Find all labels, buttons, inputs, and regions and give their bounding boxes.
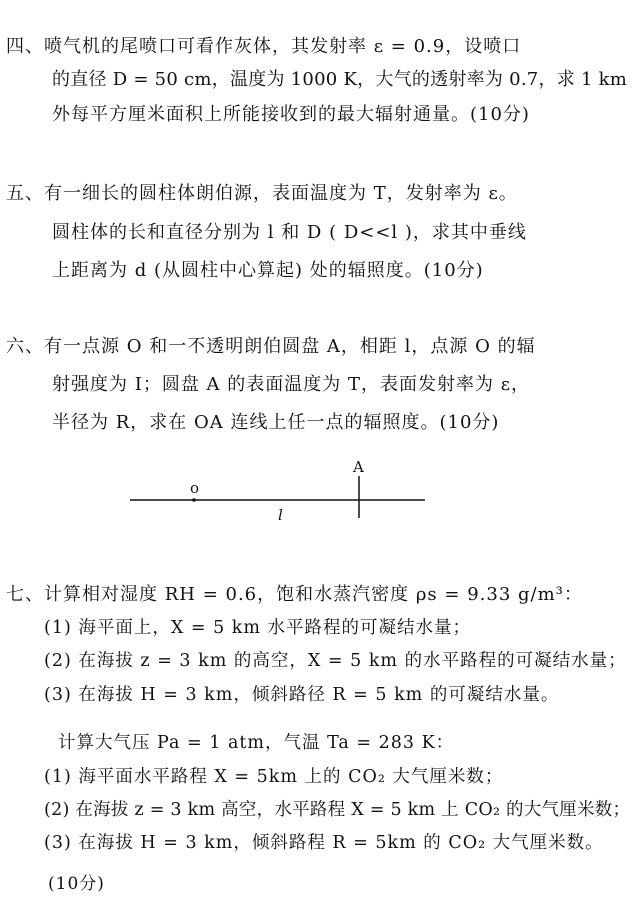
problem-4-line-3: 外每平方厘米面积上所能接收到的最大辐射通量。(10分) [52, 104, 530, 125]
problem-5-line-2: 圆柱体的长和直径分别为 l 和 D ( D<<l )，求其中垂线 [52, 222, 527, 243]
problem-7-part2-item-2: (2) 在海拔 z = 3 km 高空，水平路程 X = 5 km 上 CO₂ 的大气厘米数； [44, 800, 631, 820]
problem-4-line-2: 的直径 D = 50 cm，温度为 1000 K，大气的透射率为 0.7，求 1 km [52, 69, 628, 90]
problem-7-intro: 七、计算相对湿度 RH = 0.6，饱和水蒸汽密度 ρs = 9.33 g/m³： [6, 584, 583, 605]
distance-l-label: l [278, 506, 283, 524]
problem-7-part2-item-3: (3) 在海拔 H = 3 km，倾斜路程 R = 5km 的 CO₂ 大气厘米数。 [44, 833, 604, 853]
disk-a-label: A [353, 458, 364, 476]
problem-5-line-3: 上距离为 d (从圆柱中心算起) 处的辐照度。(10分) [52, 260, 484, 281]
problem-7-item-3: (3) 在海拔 H = 3 km，倾斜路径 R = 5 km 的可凝结水量。 [44, 685, 560, 705]
problem-6-line-1: 六、有一点源 O 和一不透明朗伯圆盘 A，相距 l，点源 O 的辐 [6, 336, 536, 357]
problem-7-part2-item-1: (1) 海平面水平路程 X = 5km 上的 CO₂ 大气厘米数； [44, 767, 504, 787]
problem-6-line-2: 射强度为 I；圆盘 A 的表面温度为 T，表面发射率为 ε， [52, 374, 531, 395]
problem-7-item-2: (2) 在海拔 z = 3 km 的高空，X = 5 km 的水平路程的可凝结水量； [44, 651, 627, 671]
problem-7-item-1: (1) 海平面上，X = 5 km 水平路程的可凝结水量； [44, 618, 472, 638]
problem-4-line-1: 四、喷气机的尾喷口可看作灰体，其发射率 ε = 0.9，设喷口 [6, 36, 522, 57]
point-source-label: o [190, 479, 200, 497]
problem-5-line-1: 五、有一细长的圆柱体朗伯源，表面温度为 T，发射率为 ε。 [6, 183, 518, 204]
point-source-dot [192, 498, 196, 502]
problem-7-part2-intro: 计算大气压 Pa = 1 atm，气温 Ta = 283 K： [58, 733, 455, 753]
problem-7-marks: (10分) [48, 874, 105, 894]
problem-6-line-3: 半径为 R，求在 OA 连线上任一点的辐照度。(10分) [52, 412, 500, 433]
